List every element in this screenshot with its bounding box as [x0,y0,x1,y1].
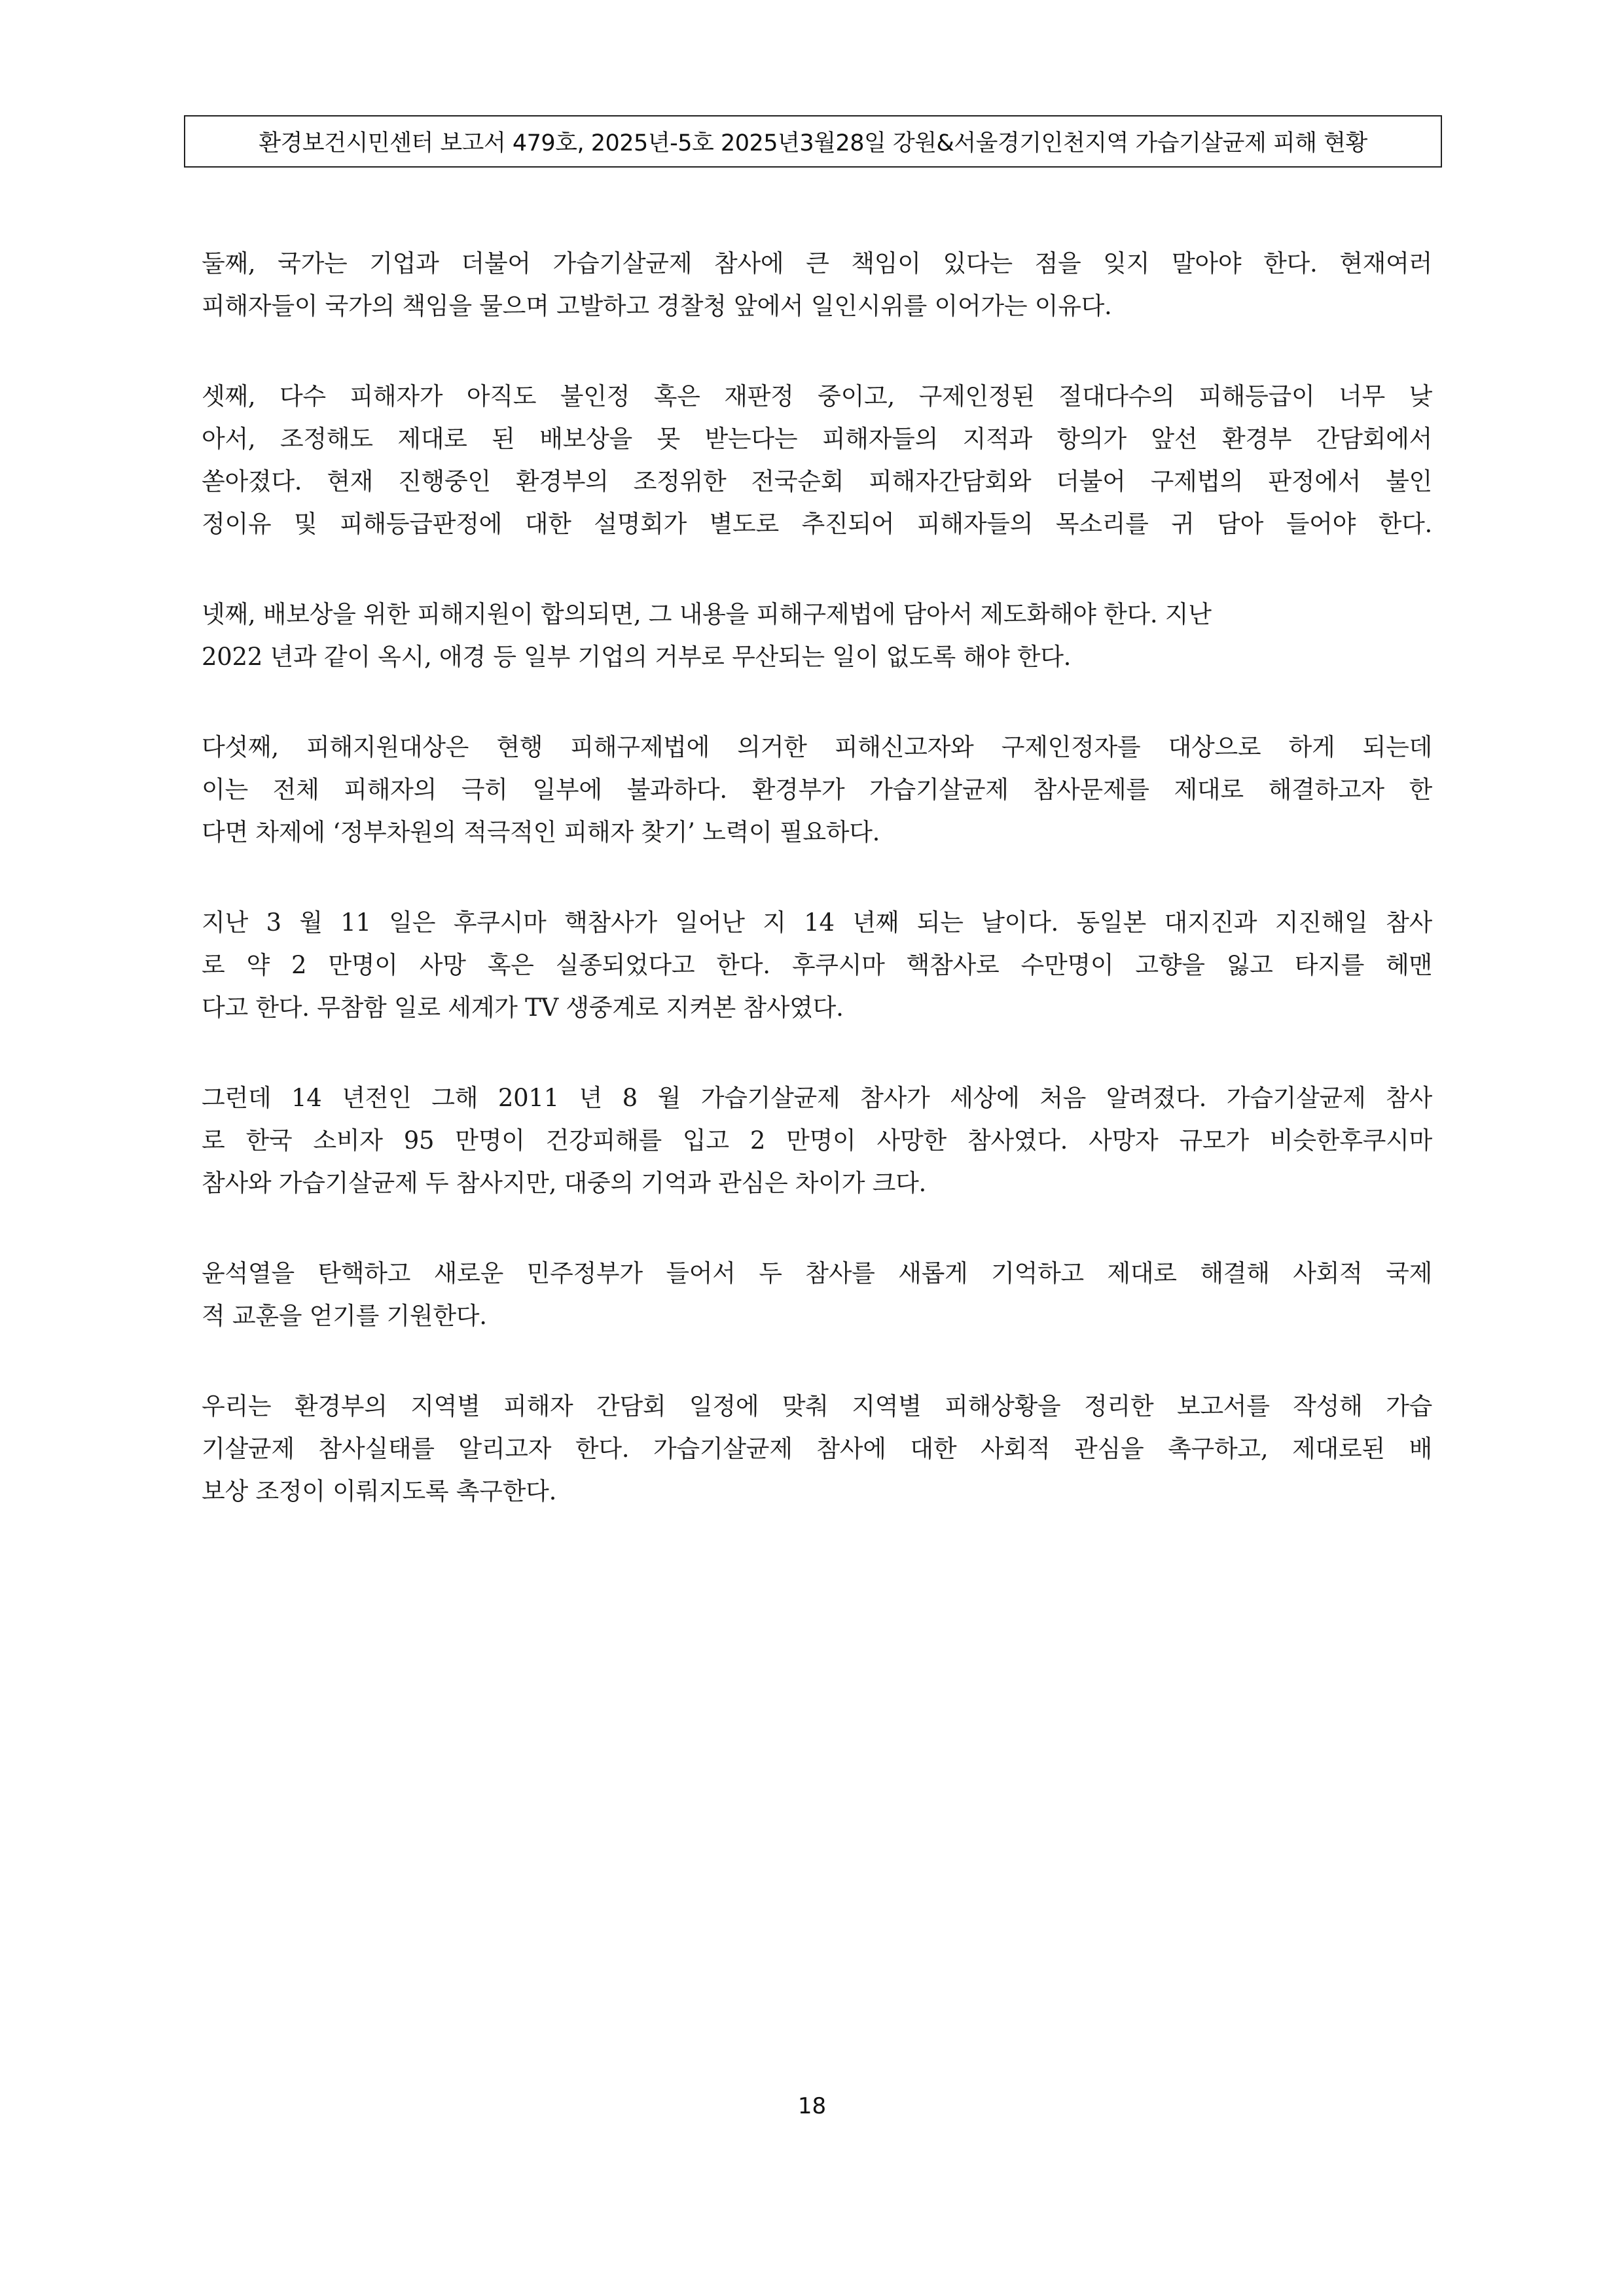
text-line: 다섯째, 피해지원대상은 현행 피해구제법에 의거한 피해신고자와 구제인정자를 대상으로 하게 되는데 [202,733,1432,761]
text-line: 윤석열을 탄핵하고 새로운 민주정부가 들어서 두 참사를 새롭게 기억하고 제대로 해결해 사회적 국제 [202,1259,1432,1287]
paragraph-fifth-point [202,726,1432,853]
text-line: 그런데 14 년전인 그해 2011 년 8 월 가습기살균제 참사가 세상에 처음 알려졌다. 가습기살균제 참사 [202,1084,1432,1112]
text-line: 둘째, 국가는 기업과 더불어 가습기살균제 참사에 큰 책임이 있다는 점을 잊지 말아야 한다. 현재여러 [202,249,1432,278]
report-header [184,115,1442,168]
text-line: 아서, 조정해도 제대로 된 배보상을 못 받는다는 피해자들의 지적과 항의가 앞선 환경부 간담회에서 [202,425,1432,453]
text-line: 쏟아졌다. 현재 진행중인 환경부의 조정위한 전국순회 피해자간담회와 더불어 구제법의 판정에서 불인 [202,467,1432,495]
paragraph-second-point [202,242,1432,327]
text-line: 로 약 2 만명이 사망 혹은 실종되었다고 한다. 후쿠시마 핵참사로 수만명이 고향을 잃고 타지를 헤맨 [202,951,1432,979]
text-line: 셋째, 다수 피해자가 아직도 불인정 혹은 재판정 중이고, 구제인정된 절대다수의 피해등급이 너무 낮 [202,382,1432,410]
report-header-title: 환경보건시민센터 보고서 479호, 2025년-5호 2025년3월28일 강원&서울경기인천지역 가습기살균제 피해 현황 [259,130,1367,156]
paragraph-third-point [202,375,1432,545]
text-line: 정이유 및 피해등급판정에 대한 설명회가 별도로 추진되어 피해자들의 목소리를 귀 담아 들어야 한다. [202,510,1432,538]
text-line: 로 한국 소비자 95 만명이 건강피해를 입고 2 만명이 사망한 참사였다. 사망자 규모가 비슷한후쿠시마 [202,1126,1432,1155]
text-line: 2022 년과 같이 옥시, 애경 등 일부 기업의 거부로 무산되는 일이 없도록 해야 한다. [202,643,1072,671]
text-line: 피해자들이 국가의 책임을 물으며 고발하고 경찰청 앞에서 일인시위를 이어가는 이유다. [202,292,1112,320]
body-text [202,242,1432,1560]
paragraph-fukushima [202,901,1432,1029]
text-line: 다고 한다. 무참함 일로 세계가 TV 생중계로 지켜본 참사였다. [202,994,844,1022]
page-number: 18 [797,2093,827,2119]
text-line: 기살균제 참사실태를 알리고자 한다. 가습기살균제 참사에 대한 사회적 관심을 촉구하고, 제대로된 배 [202,1435,1432,1463]
text-line: 이는 전체 피해자의 극히 일부에 불과하다. 환경부가 가습기살균제 참사문제를 제대로 해결하고자 한 [202,776,1432,804]
paragraph-report-purpose [202,1385,1432,1513]
text-line: 다면 차제에 ‘정부차원의 적극적인 피해자 찾기’ 노력이 필요하다. [202,818,880,846]
text-line: 참사와 가습기살균제 두 참사지만, 대중의 기억과 관심은 차이가 크다. [202,1169,926,1197]
text-line: 지난 3 월 11 일은 후쿠시마 핵참사가 일어난 지 14 년째 되는 날이다. 동일본 대지진과 지진해일 참사 [202,908,1432,937]
text-line: 보상 조정이 이뤄지도록 촉구한다. [202,1477,557,1505]
text-line: 우리는 환경부의 지역별 피해자 간담회 일정에 맞춰 지역별 피해상황을 정리한 보고서를 작성해 가습 [202,1392,1432,1420]
paragraph-hope [202,1252,1432,1337]
text-line: 넷째, 배보상을 위한 피해지원이 합의되면, 그 내용을 피해구제법에 담아서 제도화해야 한다. 지난 [202,600,1212,628]
paragraph-humidifier-disaster [202,1077,1432,1204]
text-line: 적 교훈을 얻기를 기원한다. [202,1302,487,1330]
paragraph-fourth-point [202,593,1432,678]
